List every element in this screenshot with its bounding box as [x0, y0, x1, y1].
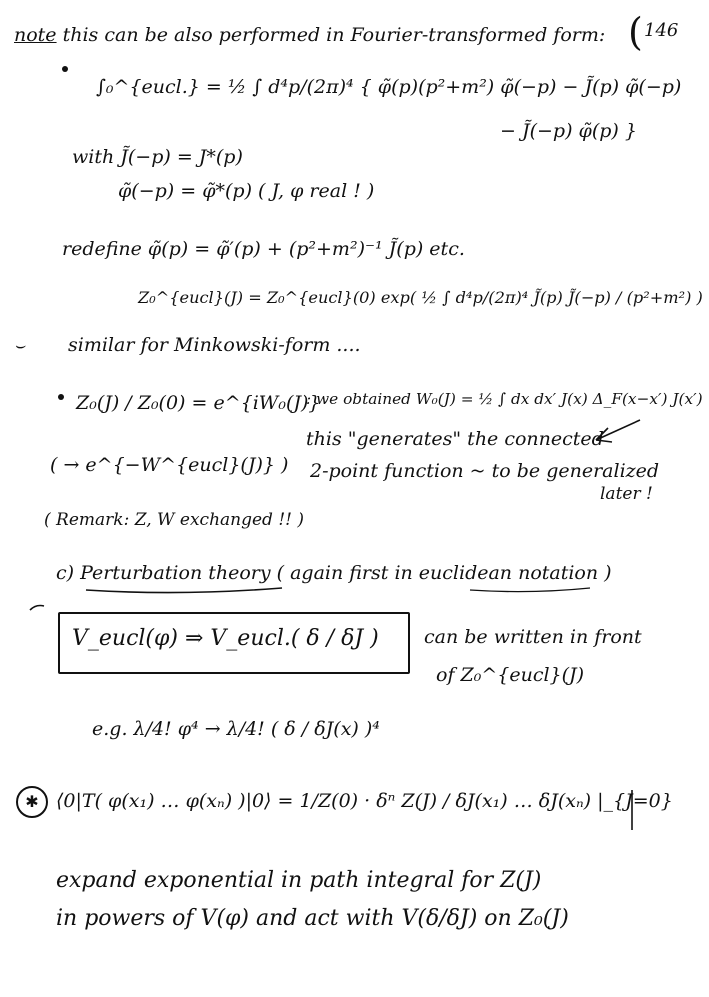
generates-connected: this "generates" the connected: [306, 428, 604, 450]
star-marker: ✱: [16, 786, 48, 818]
euclidean-exponent: ( → e^{−W^{eucl}(J)} ): [50, 454, 289, 476]
phi4-example: e.g. λ/4! φ⁴ → λ/4! ( δ / δJ(x) )⁴: [92, 718, 380, 740]
section-heading-perturbation: c) Perturbation theory ( again first in euclidean notation ): [56, 562, 612, 584]
minkowski-line: similar for Minkowski-form ....: [68, 334, 361, 356]
z0-euclidean-formula: Z₀^{eucl}(J) = Z₀^{eucl}(0) exp( ½ ∫ d⁴p/(2π)⁴ J̃(p) J̃(−p) / (p²+m²) ): [138, 288, 703, 307]
remark-line: ( Remark: Z, W exchanged !! ): [44, 510, 305, 530]
two-point-function: 2-point function ~ to be generalized: [310, 460, 660, 482]
expand-line: expand exponential in path integral for Z(J): [56, 868, 542, 893]
page-number-paren: (: [628, 10, 643, 54]
vertex-replacement: V_eucl(φ) ⇒ V_eucl.( δ / δJ ): [72, 626, 379, 651]
generating-functional: Z₀(J) / Z₀(0) = e^{iW₀(J)}: [76, 392, 321, 414]
tick-mark: ⌣: [14, 336, 26, 356]
powers-line: in powers of V(φ) and act with V(δ/δJ) on Z₀(J): [56, 906, 569, 931]
page-number: 146: [644, 20, 679, 41]
of-z0-line: of Z₀^{eucl}(J): [436, 664, 585, 686]
conjugate-relation-j: with J̃(−p) = J*(p): [72, 146, 243, 168]
note-text: this can be also performed in Fourier-transformed form:: [62, 24, 606, 46]
redefine-line: redefine φ̃(p) = φ̃′(p) + (p²+m²)⁻¹ J̃(p) etc.: [62, 238, 465, 260]
w0-obtained: : we obtained W₀(J) = ½ ∫ dx dx′ J(x) Δ_F(x−x′) J(x′): [306, 390, 703, 408]
note-label: note: [14, 24, 57, 46]
fourier-integral-line1: ∫₀^{eucl.} = ½ ∫ d⁴p/(2π)⁴ { φ̃(p)(p²+m²) φ̃(−p) − J̃(p) φ̃(−p): [96, 76, 682, 98]
fourier-integral-line2: − J̃(−p) φ̃(p) }: [500, 120, 637, 142]
correlation-function-formula: ⟨0|T( φ(x₁) … φ(xₙ) )|0⟩ = 1/Z(0) · δⁿ Z(J) / δJ(x₁) … δJ(xₙ) |_{J=0}: [56, 790, 673, 812]
written-in-front: can be written in front: [424, 626, 642, 648]
conjugate-relation-phi: φ̃(−p) = φ̃*(p) ( J, φ real ! ): [118, 180, 375, 202]
later-note: later !: [600, 484, 653, 504]
